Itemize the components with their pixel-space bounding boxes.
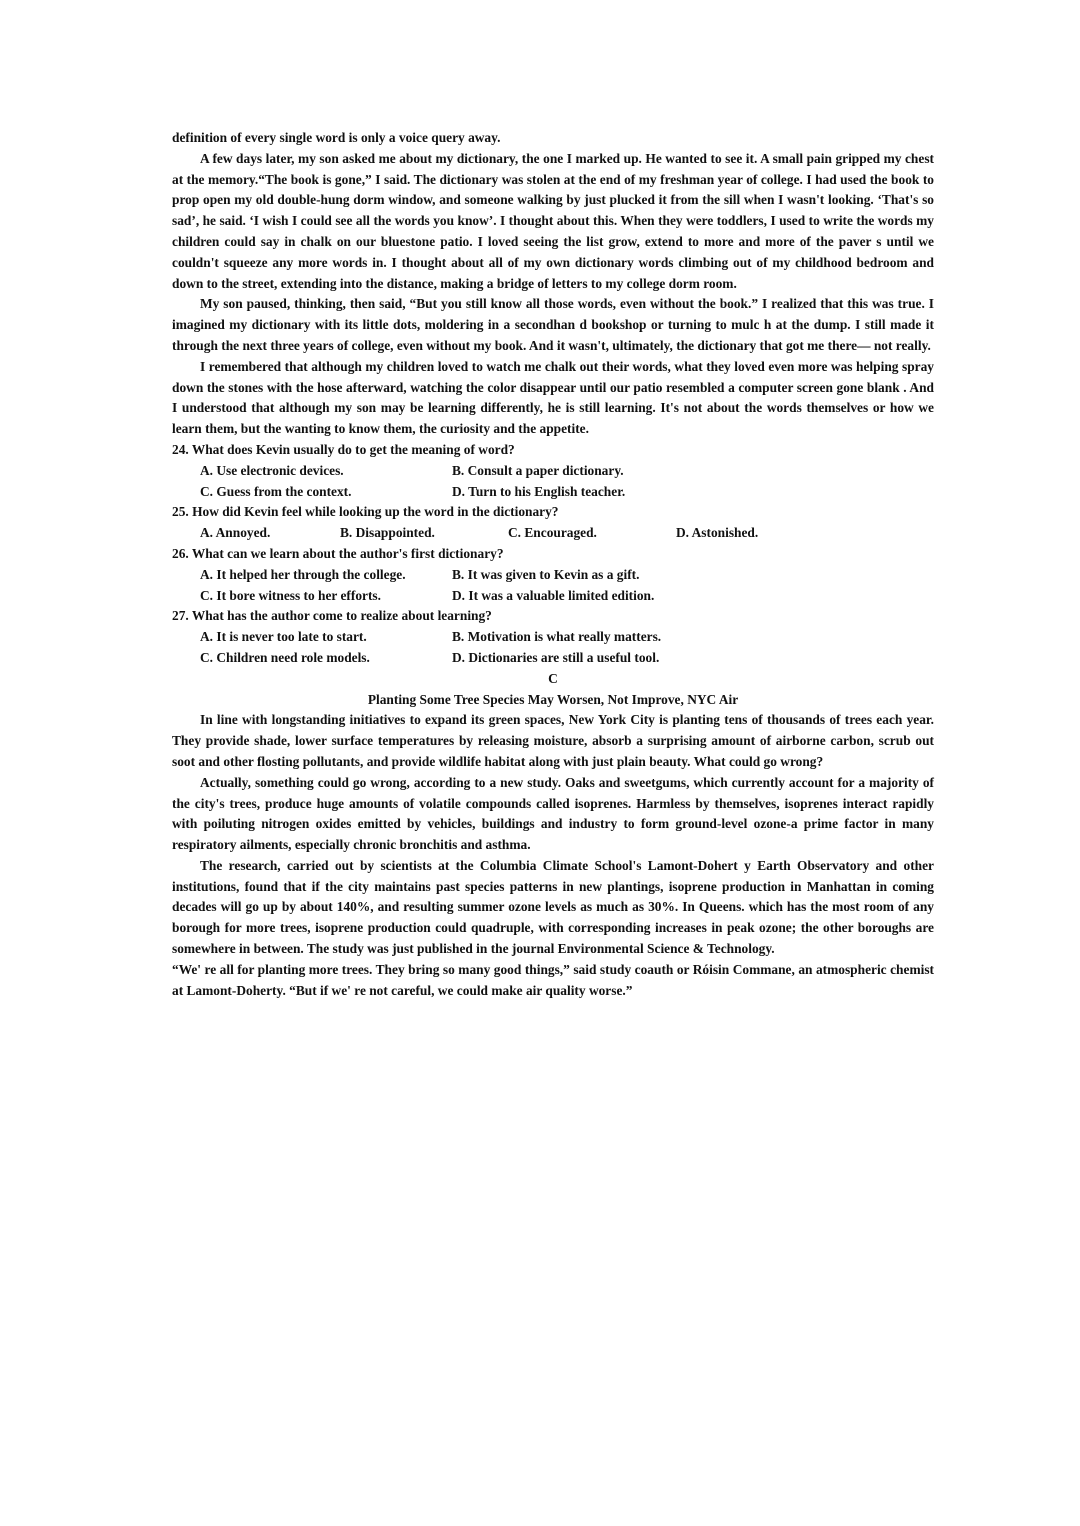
- question-stem: 25. How did Kevin feel while looking up the word in the dictionary?: [172, 504, 559, 520]
- option-c: C. It bore witness to her efforts.: [200, 587, 381, 603]
- question-stem: 26. What can we learn about the author's first dictionary?: [172, 545, 504, 561]
- option-c: C. Children need role models.: [200, 649, 370, 665]
- option-b: B. It was given to Kevin as a gift.: [452, 566, 640, 582]
- option-d: D. Turn to his English teacher.: [452, 483, 626, 499]
- option-a: A. Annoyed.: [200, 525, 271, 541]
- question-stem: 24. What does Kevin usually do to get the meaning of word?: [172, 441, 515, 457]
- option-b: B. Consult a paper dictionary.: [452, 462, 624, 478]
- question-25: [172, 502, 934, 544]
- section-letter: C: [548, 670, 558, 686]
- exam-page: [172, 128, 934, 1001]
- question-stem: 27. What has the author come to realize about learning?: [172, 608, 492, 624]
- passage-title: Planting Some Tree Species May Worsen, Not Improve, NYC Air: [367, 691, 739, 707]
- passage-b-paragraph: A few days later, my son asked me about my dictionary, the one I marked up. He wanted to see it. A small pain gripped my chest at the memory.“The book is gone,” I said. The dictionary was stolen at the end of my freshman year of college. I had used the book to prop open my old double-hung dorm window, and someone walking by just plucked it from the sill when I wasn't looking. ‘That's so sad’, he said. ‘I wish I could see all the words you know’. I thought about this. When they were toddlers, I used to write the words my children could say in chalk on our bluestone patio. I loved seeing the list grow, extend to more and more of the paver s until we couldn't squeeze any more words in. I thought about all of my own dictionary words climbing out of my childhood bedroom and down to the street, extending into the distance, making a bridge of letters to my college dorm room.: [172, 150, 934, 291]
- option-b: B. Disappointed.: [340, 525, 435, 541]
- option-a: A. Use electronic devices.: [200, 462, 344, 478]
- passage-c-paragraph: Actually, something could go wrong, according to a new study. Oaks and sweetgums, which currently account for a majority of the city's trees, produce huge amounts of volatile compounds called isoprenes. Harmless by themselves, isoprenes interact rapidly with poiluting nitrogen oxides emitted by vehicles, buildings and industry to form ground-level ozone-a prime factor in many respiratory ailments, especially chronic bronchitis and asthma.: [172, 774, 934, 853]
- question-24: [172, 440, 934, 502]
- question-26: [172, 544, 934, 606]
- option-d: D. Dictionaries are still a useful tool.: [452, 649, 660, 665]
- passage-b-paragraph: My son paused, thinking, then said, “But you still know all those words, even without the book.” I realized that this was true. I imagined my dictionary with its little dots, moldering in a secondhan d bookshop or turning to mulc h at the dump. I still made it through the next three years of college, even without my book. And it wasn't, ultimately, the dictionary that got me there— not really.: [172, 296, 934, 353]
- option-a: A. It helped her through the college.: [200, 566, 406, 582]
- passage-c-paragraph: In line with longstanding initiatives to expand its green spaces, New York City is planting tens of thousands of trees each year. They provide shade, lower surface temperatures by releasing moisture, absorb a surprising amount of airborne carbon, scrub out soot and other flosting pollutants, and provide wildlife habitat along with just plain beauty. What could go wrong?: [172, 712, 934, 769]
- option-d: D. Astonished.: [676, 525, 759, 541]
- passage-c-paragraph: The research, carried out by scientists at the Columbia Climate School's Lamont-Dohert y Earth Observatory and other institutions, found that if the city maintains past species patterns in new plantings, isoprene production in Manhattan in coming decades will go up by about 140%, and resulting summer ozone levels as much as 30%. In Queens. which has the most room of any borough for more trees, isoprene production could quadruple, with corresponding increases in peak ozone; the other boroughs are somewhere in between. The study was just published in the journal Environmental Science & Technology.: [172, 857, 934, 957]
- passage-b-paragraph: I remembered that although my children loved to watch me chalk out their words, what they loved even more was helping spray down the stones with the hose afterward, watching the color disappear until our patio resembled a computer screen gone blank . And I understood that although my son may be learning differently, he is still learning. It's not about the words themselves or how we learn them, but the wanting to know them, the curiosity and the appetite.: [172, 358, 934, 437]
- option-b: B. Motivation is what really matters.: [452, 629, 662, 645]
- option-a: A. It is never too late to start.: [200, 629, 367, 645]
- passage-b-paragraph: definition of every single word is only a voice query away.: [172, 130, 501, 145]
- option-c: C. Encouraged.: [508, 525, 597, 541]
- question-27: [172, 606, 934, 668]
- option-c: C. Guess from the context.: [200, 483, 352, 499]
- option-d: D. It was a valuable limited edition.: [452, 587, 655, 603]
- passage-c-paragraph: “We' re all for planting more trees. They bring so many good things,” said study coauth or Róisin Commane, an atmospheric chemist at Lamont-Doherty. “But if we' re not careful, we could make air quality worse.”: [172, 961, 934, 998]
